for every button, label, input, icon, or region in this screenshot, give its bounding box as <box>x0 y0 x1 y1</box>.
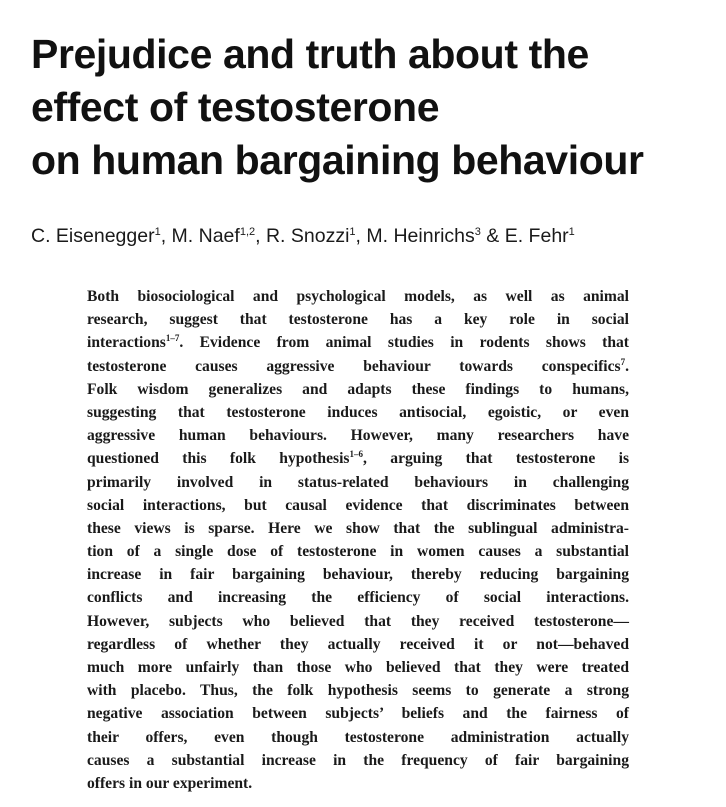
abstract-text: interactions <box>87 334 166 352</box>
abstract-text: research, suggest that testosterone has a key role in social <box>87 311 629 329</box>
author-separator: , <box>160 225 172 247</box>
author-separator: & <box>480 225 505 247</box>
abstract-text: questioned this folk hypothesis <box>87 450 350 468</box>
paper-title <box>31 28 721 187</box>
author-name: E. Fehr <box>504 225 569 247</box>
abstract-line <box>87 355 629 378</box>
author-separator: , <box>255 225 266 247</box>
abstract-text: tion of a single dose of testosterone in women causes a substantial <box>87 543 629 561</box>
citation-marker: 1–6 <box>349 449 363 460</box>
abstract-line <box>87 308 629 331</box>
author-separator: , <box>355 225 367 247</box>
abstract-line <box>87 424 629 447</box>
citation-marker: 7 <box>620 356 626 367</box>
abstract-text: primarily involved in status-related behaviours in challenging <box>87 473 629 491</box>
author-name: R. Snozzi <box>265 225 350 247</box>
abstract-line <box>87 471 629 494</box>
abstract-text: , arguing that testosterone is <box>363 450 630 468</box>
abstract-text: with placebo. Thus, the folk hypothesis seems to generate a strong <box>87 682 629 700</box>
abstract-text: . Evidence from animal studies in rodents shows that <box>179 334 629 352</box>
abstract-line <box>87 656 629 679</box>
abstract-text: social interactions, but causal evidence that discriminates between <box>87 496 629 514</box>
abstract-line <box>87 610 629 633</box>
abstract-text: aggressive human behaviours. However, many researchers have <box>87 427 629 445</box>
author-name: C. Eisenegger <box>31 225 155 247</box>
abstract-line <box>87 517 629 540</box>
abstract-line <box>87 401 629 424</box>
abstract-text: testosterone causes aggressive behaviour towards conspecifics <box>87 357 621 375</box>
abstract-line <box>87 494 629 517</box>
abstract-line <box>87 378 629 401</box>
abstract-line <box>87 679 629 702</box>
abstract-text: their offers, even though testosterone administration actually <box>87 728 629 746</box>
abstract-line <box>87 331 629 354</box>
abstract-text: Folk wisdom generalizes and adapts these findings to humans, <box>87 380 629 398</box>
title-line: on human bargaining behaviour <box>31 137 644 183</box>
abstract-text: much more unfairly than those who believed that they were treated <box>87 659 629 676</box>
author-affiliation-marker: 3 <box>474 226 481 238</box>
abstract-line <box>87 772 629 795</box>
abstract-line <box>87 447 629 470</box>
author-name: M. Heinrichs <box>366 225 475 247</box>
abstract-text: Both biosociological and psychological models, as well as animal <box>87 288 629 305</box>
title-line: Prejudice and truth about the <box>31 31 589 77</box>
abstract-text: negative association between subjects’ beliefs and the fairness of <box>87 705 629 723</box>
abstract-text: . <box>625 357 629 375</box>
abstract-text: offers in our experiment. <box>87 774 253 792</box>
citation-marker: 1–7 <box>165 333 180 344</box>
author-list <box>31 223 575 249</box>
abstract-line <box>87 749 629 772</box>
abstract-line <box>87 285 629 308</box>
abstract-line <box>87 563 629 586</box>
abstract-text: suggesting that testosterone induces antisocial, egoistic, or even <box>87 403 629 421</box>
author-affiliation-marker: 1,2 <box>239 226 256 238</box>
author-name: M. Naef <box>171 225 240 247</box>
abstract-line <box>87 702 629 725</box>
author-affiliation-marker: 1 <box>568 226 575 238</box>
author-affiliation-marker: 1 <box>349 226 356 238</box>
abstract <box>87 285 629 795</box>
abstract-line <box>87 633 629 656</box>
abstract-line <box>87 540 629 563</box>
abstract-line <box>87 726 629 749</box>
author-affiliation-marker: 1 <box>154 226 161 238</box>
title-line: effect of testosterone <box>31 84 440 130</box>
abstract-text: causes a substantial increase in the frequency of fair bargaining <box>87 751 629 769</box>
abstract-text: conflicts and increasing the efficiency of social interactions. <box>87 589 629 607</box>
abstract-text: regardless of whether they actually received it or not—behaved <box>87 635 629 653</box>
abstract-text: However, subjects who believed that they received testosterone— <box>87 612 629 630</box>
abstract-text: increase in fair bargaining behaviour, thereby reducing bargaining <box>87 566 629 584</box>
abstract-line <box>87 586 629 609</box>
abstract-text: these views is sparse. Here we show that the sublingual administra- <box>87 519 629 537</box>
